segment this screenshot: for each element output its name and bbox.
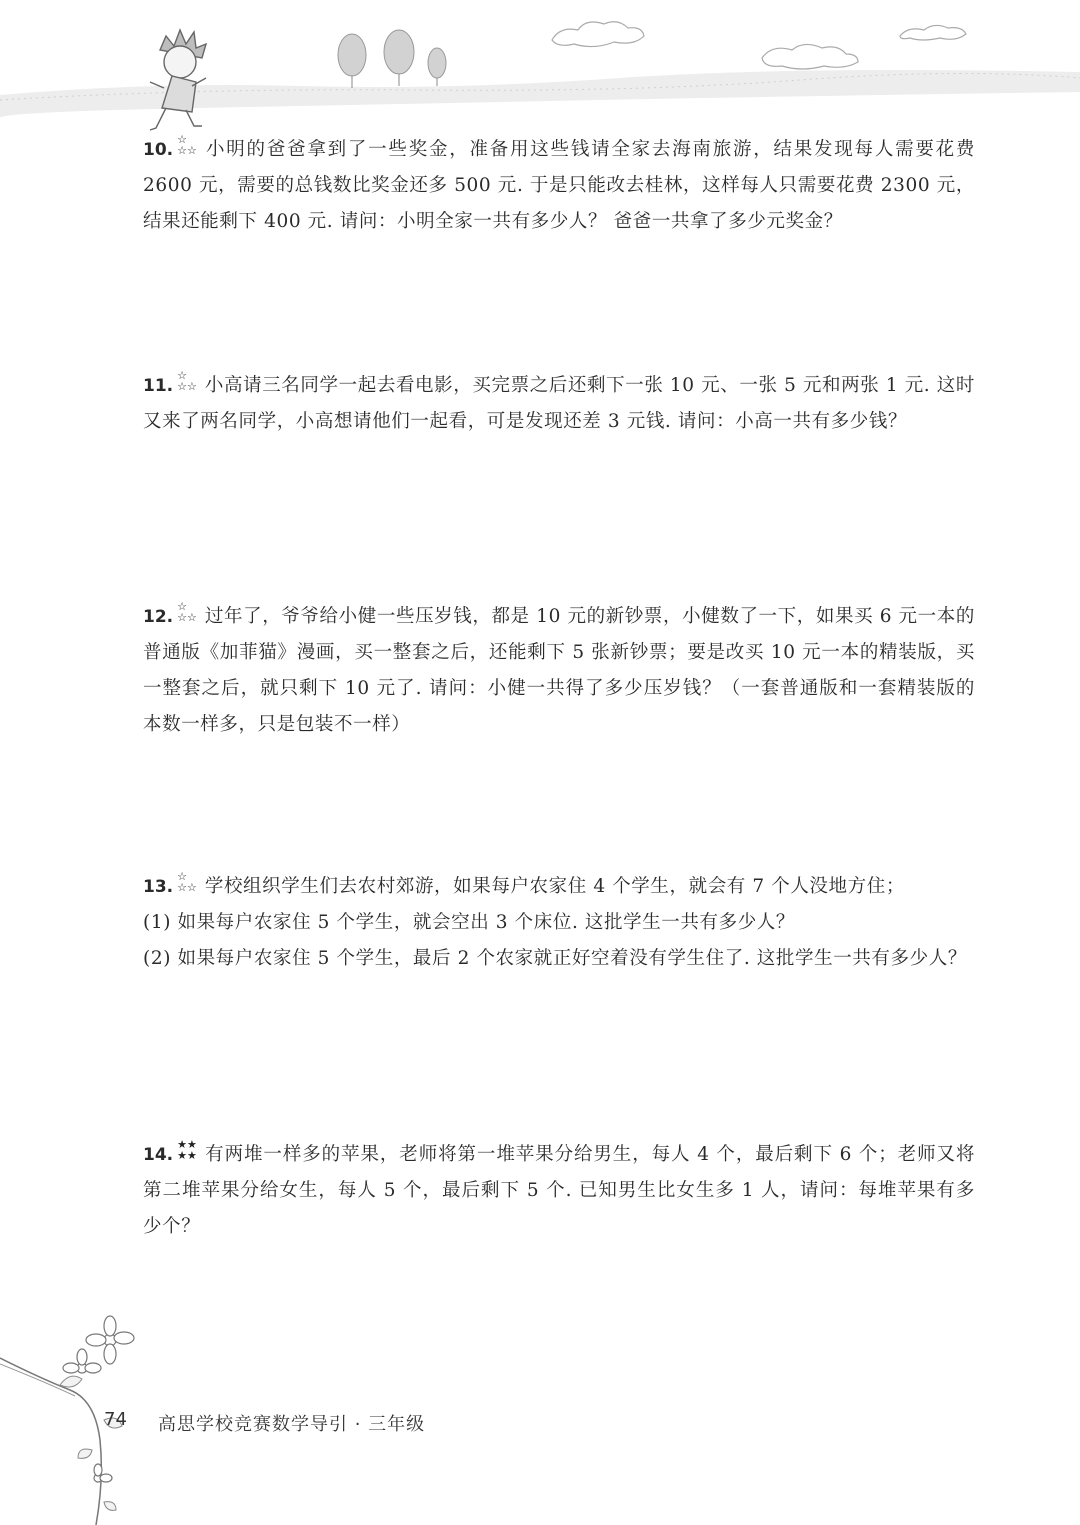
problem-number: 14. [143, 1145, 174, 1165]
problem-14-text [143, 1137, 975, 1245]
header-illustration [0, 0, 1080, 140]
difficulty-star-icon: ☆ ☆☆ [177, 870, 197, 894]
difficulty-star-icon: ☆ ☆☆ [177, 369, 197, 393]
ground-strip [0, 70, 1080, 118]
tree-icon [338, 30, 446, 88]
problem-12 [143, 599, 975, 743]
problem-body: 过年了，爷爷给小健一些压岁钱，都是 10 元的新钞票，小健数了一下，如果买 6 元一本的普通版《加菲猫》漫画，买一整套之后，还能剩下 5 张新钞票；要是改买 10 元一本的精装版，买一整套之后，就只剩下 10 元了. 请问：小健一共得了多少压岁钱？（一套普通版和一套精装版的本数一样多，只是包装不一样） [143, 606, 975, 735]
problem-body: 有两堆一样多的苹果，老师将第一堆苹果分给男生，每人 4 个，最后剩下 6 个；老师又将第二堆苹果分给女生，每人 5 个，最后剩下 5 个. 已知男生比女生多 1 人，请问：每堆苹果有多少个？ [143, 1144, 975, 1237]
problem-body: 小明的爸爸拿到了一些奖金，准备用这些钱请全家去海南旅游，结果发现每人需要花费 2600 元，需要的总钱数比奖金还多 500 元. 于是只能改去桂林，这样每人只需要花费 2300 元，结果还能剩下 400 元. 请问：小明全家一共有多少人？ 爸爸一共拿了多少元奖金？ [143, 139, 975, 232]
flower-icon [63, 1316, 134, 1482]
problem-number: 11. [143, 376, 174, 396]
problem-13 [143, 869, 975, 977]
problem-10 [143, 132, 975, 240]
problem-number: 10. [143, 140, 174, 160]
flower-vine-illustration [0, 1240, 200, 1525]
problem-body: 小高请三名同学一起去看电影，买完票之后还剩下一张 10 元、一张 5 元和两张 1 元. 这时又来了两名同学，小高想请他们一起看，可是发现还差 3 元钱. 请问：小高一共有多少钱？ [143, 375, 975, 432]
page-number: 74 [104, 1409, 127, 1430]
problem-12-text [143, 599, 975, 743]
problem-13-part-1: (1) 如果每户农家住 5 个学生，就会空出 3 个床位. 这批学生一共有多少人？ [143, 912, 796, 933]
problem-13-part-2: (2) 如果每户农家住 5 个学生，最后 2 个农家就正好空着没有学生住了. 这批学生一共有多少人？ [143, 948, 967, 969]
problem-11 [143, 368, 975, 440]
problem-number: 13. [143, 877, 174, 897]
problem-11-text [143, 368, 975, 440]
problem-body: 学校组织学生们去农村郊游，如果每户农家住 4 个学生，就会有 7 个人没地方住； [204, 876, 905, 897]
difficulty-star-icon: ★★ ★★ [177, 1138, 197, 1162]
running-boy-illustration [150, 30, 206, 130]
book-title: 高思学校竞赛数学导引 · 三年级 [158, 1414, 426, 1435]
difficulty-star-icon: ☆ ☆☆ [177, 133, 197, 157]
problem-10-text [143, 132, 975, 240]
problem-14 [143, 1137, 975, 1245]
cloud-icon [552, 22, 966, 69]
problem-number: 12. [143, 607, 174, 627]
difficulty-star-icon: ☆ ☆☆ [177, 600, 197, 624]
problem-13-text [143, 869, 975, 905]
leaf-icon [60, 1376, 122, 1510]
